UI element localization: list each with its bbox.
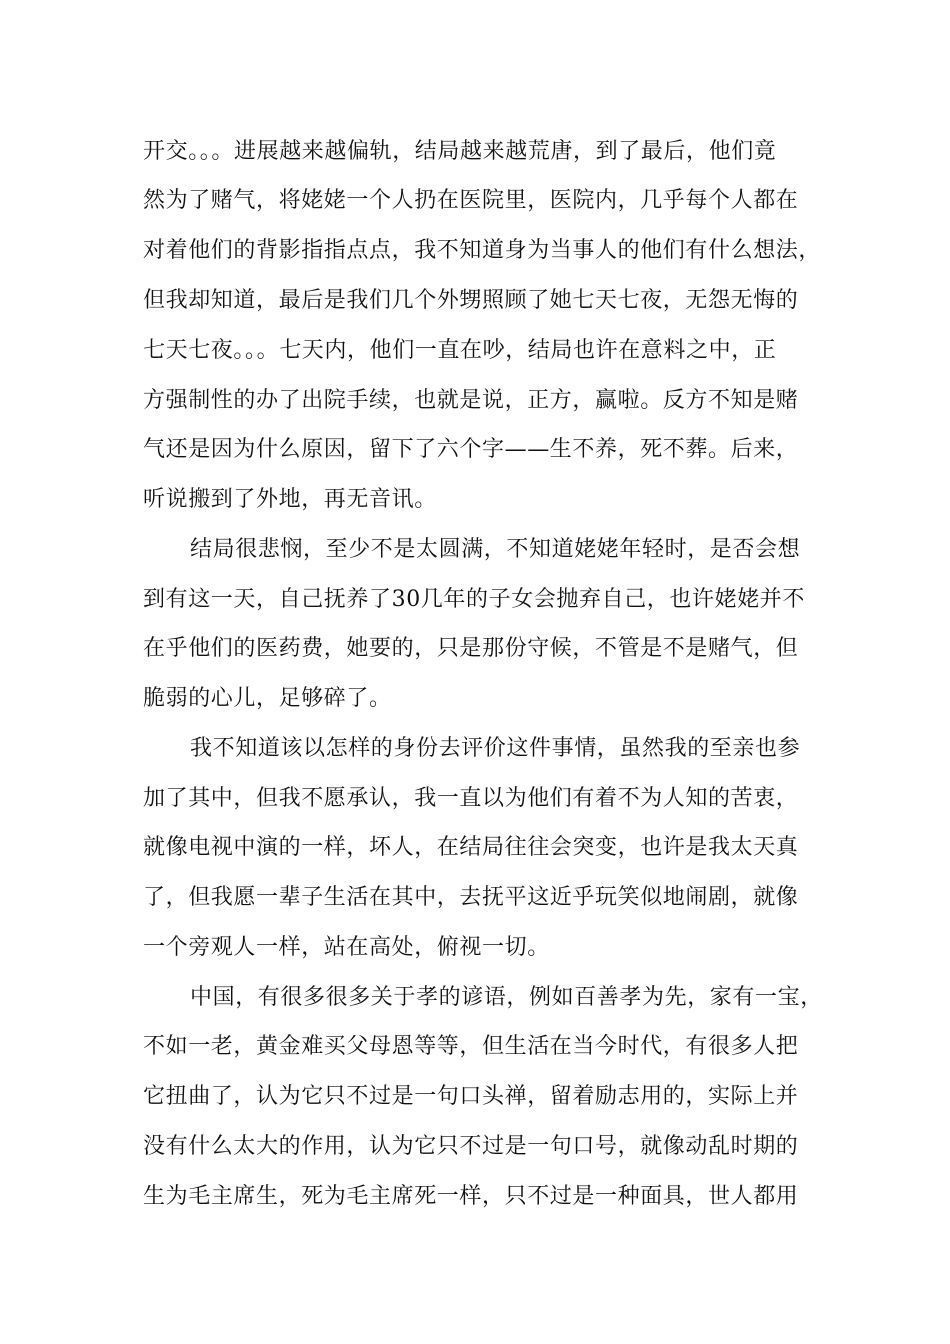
text-line: 气还是因为什么原因，留下了六个字——生不养，死不葬。后来， — [143, 437, 799, 462]
text-line: 结局很悲悯，至少不是太圆满，不知道姥姥年轻时，是否会想 — [190, 537, 801, 562]
text-line: 方强制性的办了出院手续，也就是说，正方，赢啦。反方不知是赌 — [143, 388, 799, 413]
text-line: 在乎他们的医药费，她要的，只是那份守候，不管是不是赌气，但 — [143, 636, 799, 661]
text-line: 没有什么太大的作用，认为它只不过是一句口号，就像动乱时期的 — [143, 1134, 799, 1159]
text-line: 它扭曲了，认为它只不过是一句口头禅，留着励志用的，实际上并 — [143, 1084, 799, 1109]
text-line: 脆弱的心儿，足够碎了。 — [143, 686, 392, 711]
text-line: 生为毛主席生，死为毛主席死一样，只不过是一种面具，世人都用 — [143, 1184, 799, 1209]
text-line: 对着他们的背影指指点点，我不知道身为当事人的他们有什么想法， — [143, 238, 822, 263]
text-line: 就像电视中演的一样，坏人，在结局往往会突变，也许是我太天真 — [143, 835, 799, 860]
text-line: 到有这一天，自己抚养了30几年的子女会抛弃自己，也许姥姥并不 — [143, 587, 805, 612]
text-line: 中国，有很多很多关于孝的谚语，例如百善孝为先，家有一宝， — [190, 985, 823, 1010]
text-line: 了，但我愿一辈子生活在其中，去抚平这近乎玩笑似地闹剧，就像 — [143, 885, 799, 910]
text-line: 不如一老，黄金难买父母恩等等，但生活在当今时代，有很多人把 — [143, 1034, 799, 1059]
text-line: 我不知道该以怎样的身份去评价这件事情，虽然我的至亲也参 — [190, 736, 801, 761]
text-line: 然为了赌气，将姥姥一个人扔在医院里，医院内，几乎每个人都在 — [143, 188, 799, 213]
text-line: 七天七夜。。。七天内，他们一直在吵，结局也许在意料之中，正 — [143, 338, 777, 363]
text-line: 开交。。。进展越来越偏轨，结局越来越荒唐，到了最后，他们竟 — [143, 139, 777, 164]
text-line: 听说搬到了外地，再无音讯。 — [143, 487, 437, 512]
text-line: 但我却知道，最后是我们几个外甥照顾了她七天七夜，无怨无悔的 — [143, 288, 799, 313]
text-line: 一个旁观人一样，站在高处，俯视一切。 — [143, 935, 550, 960]
text-line: 加了其中，但我不愿承认，我一直以为他们有着不为人知的苦衷， — [143, 786, 799, 811]
